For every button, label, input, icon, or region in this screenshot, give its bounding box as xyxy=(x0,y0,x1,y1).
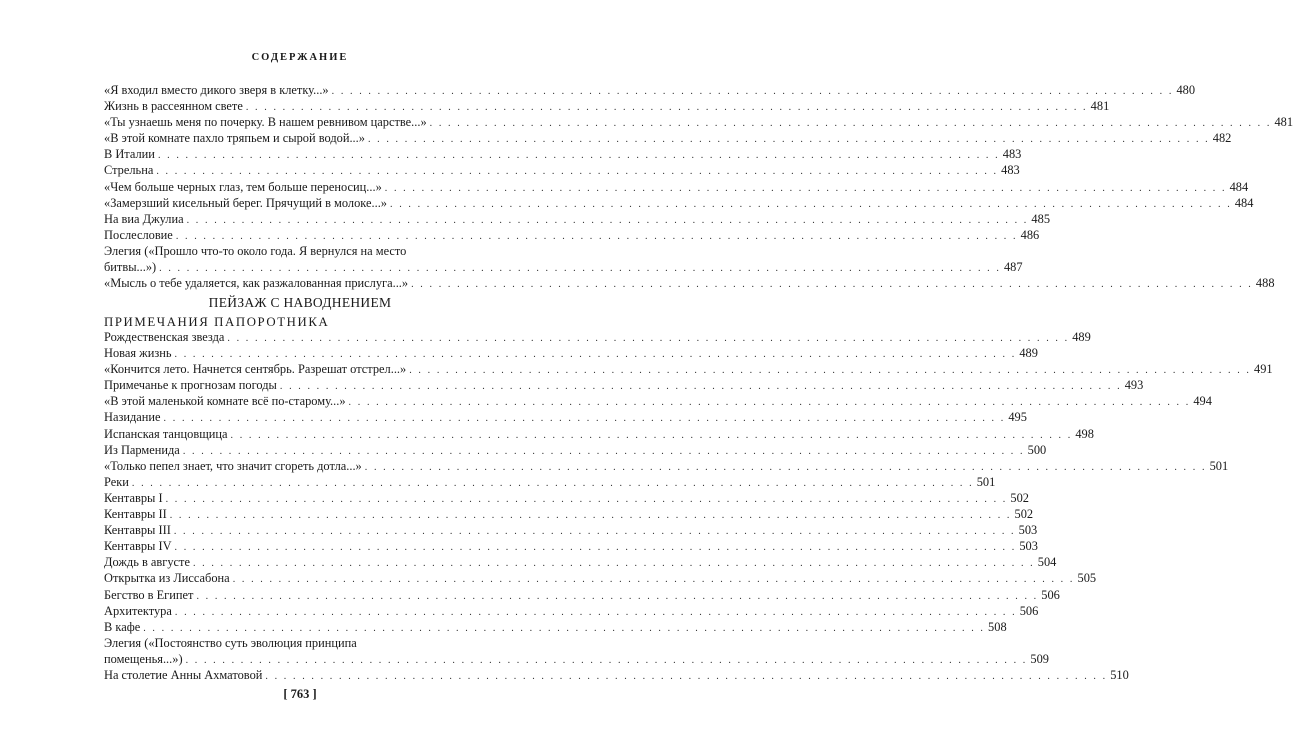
leader-dots xyxy=(365,460,1207,476)
toc-entry-title: «Чем больше черных глаз, тем больше переносиц...» xyxy=(104,179,382,194)
leader-dots xyxy=(265,669,1107,685)
section-subtitle: ПРИМЕЧАНИЯ ПАПОРОТНИКА xyxy=(104,315,330,329)
toc-entry xyxy=(104,393,1212,409)
toc-entry-multiline xyxy=(104,635,1049,667)
toc-entry xyxy=(104,195,1254,211)
toc-entry xyxy=(104,603,1039,619)
toc-entry-page: 506 xyxy=(1041,587,1060,602)
toc-entry xyxy=(104,82,1196,98)
toc-entry-title: Назидание xyxy=(104,410,161,425)
toc-entry-page: 501 xyxy=(976,474,996,489)
leader-dots xyxy=(411,277,1253,293)
leader-dots xyxy=(231,428,1073,444)
leader-dots xyxy=(193,556,1035,572)
toc-entry-page: 510 xyxy=(1110,667,1129,682)
section-title: ПЕЙЗАЖ С НАВОДНЕНИЕМ xyxy=(208,295,392,310)
toc-entry-title: «Кончится лето. Начнется сентябрь. Разрешат отстрел...» xyxy=(104,362,407,377)
toc-entry-title-line1: Элегия («Прошло что-то около года. Я вернулся на место xyxy=(104,243,407,258)
toc-entry xyxy=(104,162,1020,178)
toc-entry xyxy=(104,345,1038,361)
leader-dots xyxy=(164,411,1006,427)
toc-entry-title: Открытка из Лиссабона xyxy=(104,571,230,586)
toc-entry-page: 508 xyxy=(988,619,1007,634)
toc-entry-page: 505 xyxy=(1077,571,1097,586)
toc-entry-title: Из Парменида xyxy=(104,442,180,457)
toc-entry-title: «Я входил вместо дикого зверя в клетку...» xyxy=(104,83,329,97)
toc-entry-page: 484 xyxy=(1229,179,1249,194)
toc-entry-page: 494 xyxy=(1193,394,1212,409)
toc-entry-page: 493 xyxy=(1124,378,1144,393)
toc-entry xyxy=(104,458,1229,474)
toc-entry-page: 501 xyxy=(1209,458,1229,473)
toc-entry-page: 502 xyxy=(1010,490,1029,505)
toc-block-1 xyxy=(104,82,1293,291)
toc-entry xyxy=(104,211,1051,227)
toc-entry-page: 509 xyxy=(1030,651,1049,666)
toc-entry xyxy=(104,570,1097,586)
toc-entry xyxy=(104,667,1129,683)
leader-dots xyxy=(390,197,1232,213)
toc-entry-title: Кентавры IV xyxy=(104,539,172,554)
toc-entry-multiline xyxy=(104,243,1023,275)
toc-entry-page: 483 xyxy=(1002,147,1022,162)
toc-entry-page: 500 xyxy=(1027,442,1047,457)
running-head: СОДЕРЖАНИЕ xyxy=(251,52,349,63)
toc-entry xyxy=(104,442,1047,458)
toc-entry-title-line2: помещенья...») xyxy=(104,651,183,666)
toc-entry-page: 489 xyxy=(1019,346,1038,361)
toc-entry xyxy=(104,474,996,490)
toc-entry-title: На столетие Анны Ахматовой xyxy=(104,667,263,682)
toc-entry-title: Кентавры I xyxy=(104,490,163,505)
toc-entry xyxy=(104,587,1060,603)
toc-entry-title: Кентавры II xyxy=(104,507,167,522)
toc-entry xyxy=(104,506,1034,522)
toc-entry-title: В Италии xyxy=(104,147,155,162)
leader-dots xyxy=(349,395,1191,411)
toc-entry-page: 504 xyxy=(1037,555,1057,570)
toc-entry-page: 489 xyxy=(1072,330,1091,344)
toc-entry xyxy=(104,114,1293,130)
toc-entry-title: Архитектура xyxy=(104,603,172,618)
toc-entry xyxy=(104,130,1232,146)
toc-entry xyxy=(104,522,1038,538)
leader-dots xyxy=(175,540,1017,556)
toc-entry xyxy=(104,146,1022,162)
toc-entry xyxy=(104,619,1007,635)
toc-entry-title: Бегство в Египет xyxy=(104,587,194,602)
page-number: [ 763 ] xyxy=(283,687,317,701)
leader-dots xyxy=(227,331,1069,347)
toc-entry-title: Новая жизнь xyxy=(104,346,172,361)
toc-entry xyxy=(104,329,1091,345)
toc-entry-title: «Ты узнаешь меня по почерку. В нашем ревнивом царстве...» xyxy=(104,115,427,130)
toc-entry-title: «Мысль о тебе удаляется, как разжалованная прислуга...» xyxy=(104,276,409,291)
toc-entry-title: Кентавры III xyxy=(104,523,171,538)
toc-entry-page: 491 xyxy=(1254,362,1273,377)
toc-entry-page: 506 xyxy=(1019,603,1039,618)
toc-entry xyxy=(104,377,1144,393)
toc-entry-title-line2: битвы...») xyxy=(104,260,157,275)
toc-entry-title: «Замерзший кисельный берег. Прячущий в молоке...» xyxy=(104,195,387,210)
leader-dots xyxy=(430,116,1272,132)
leader-dots xyxy=(280,379,1122,395)
toc-entry xyxy=(104,538,1038,554)
toc-entry xyxy=(104,98,1110,114)
toc-block-2 xyxy=(104,329,1273,683)
toc-entry-title-line1: Элегия («Постоянство суть эволюция принципа xyxy=(104,635,357,650)
leader-dots xyxy=(187,213,1029,229)
toc-entry-page: 503 xyxy=(1019,539,1038,554)
toc-entry-page: 486 xyxy=(1020,227,1040,242)
leader-dots xyxy=(158,148,1000,164)
toc-entry-title: Примечанье к прогнозам погоды xyxy=(104,378,277,393)
leader-dots xyxy=(132,476,974,492)
leader-dots xyxy=(368,132,1210,148)
toc-entry xyxy=(104,227,1040,243)
toc-entry-page: 498 xyxy=(1075,426,1094,441)
toc-entry-title: Жизнь в рассеянном свете xyxy=(104,99,243,114)
toc-entry-page: 495 xyxy=(1008,410,1027,425)
leader-dots xyxy=(385,181,1227,197)
leader-dots xyxy=(196,589,1038,605)
toc-entry-title: Послесловие xyxy=(104,227,173,242)
toc-entry-title: Стрельна xyxy=(104,163,154,178)
toc-entry xyxy=(104,426,1094,442)
toc-entry-title: «Только пепел знает, что значит сгореть дотла...» xyxy=(104,458,362,473)
toc-entry-title: На виа Джулиа xyxy=(104,211,184,226)
toc-entry-title: В кафе xyxy=(104,619,141,634)
toc-entry xyxy=(104,409,1027,425)
toc-entry xyxy=(104,275,1275,291)
toc-entry-page: 503 xyxy=(1018,523,1038,538)
leader-dots xyxy=(170,508,1012,524)
toc-entry-title: Испанская танцовщица xyxy=(104,426,228,441)
toc-entry-page: 484 xyxy=(1234,195,1254,210)
toc-entry-page: 502 xyxy=(1014,507,1034,522)
leader-dots xyxy=(233,572,1075,588)
toc-entry xyxy=(104,490,1029,506)
toc-entry-title: Рождественская звезда xyxy=(104,330,225,344)
toc-entry xyxy=(104,179,1249,195)
toc-entry xyxy=(104,361,1273,377)
toc-entry xyxy=(104,554,1057,570)
toc-entry-page: 487 xyxy=(1003,260,1023,275)
toc-entry-title: «В этой маленькой комнате всё по-старому...» xyxy=(104,394,346,409)
toc-entry-title: Реки xyxy=(104,474,129,489)
toc-entry-page: 485 xyxy=(1031,211,1051,226)
leader-dots xyxy=(174,524,1016,540)
leader-dots xyxy=(332,84,1174,100)
leader-dots xyxy=(175,605,1017,621)
leader-dots xyxy=(186,653,1028,669)
toc-entry-title: «В этой комнате пахло тряпьем и сырой водой...» xyxy=(104,131,365,146)
toc-entry-page: 483 xyxy=(1001,163,1020,178)
toc-entry-title: Дождь в августе xyxy=(104,555,190,570)
toc-entry-page: 480 xyxy=(1176,83,1196,97)
toc-entry-page: 481 xyxy=(1274,115,1293,130)
toc-entry-page: 482 xyxy=(1212,131,1232,146)
leader-dots xyxy=(166,492,1008,508)
toc-entry-page: 488 xyxy=(1255,276,1275,291)
toc-entry-page: 481 xyxy=(1090,99,1110,114)
